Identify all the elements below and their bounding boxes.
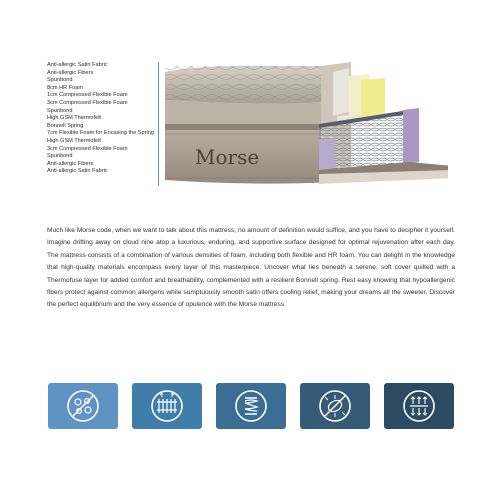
layer-item: 8cm HR Foam [47, 84, 84, 91]
brand-label: Morse [195, 145, 260, 169]
layer-item: 3cm Compressed Flexible Foam [47, 145, 128, 152]
layer-item: High GSM Thermofelt [47, 115, 101, 122]
layer-item: Spunbond [47, 153, 73, 160]
layer-item: Bonnell Spring [47, 122, 84, 129]
layer-list [47, 62, 155, 176]
layer-item: Anti-allergic Fibers [47, 160, 94, 167]
layer-item: 7cm Flexible Foam for Encasing the Spring [47, 130, 154, 137]
layer-item: Anti-allergic Satin Fabric [47, 62, 108, 68]
layer-item: 1cm Compressed Flexible Foam [47, 92, 128, 99]
feature-tile-anti-allergen [48, 383, 118, 429]
breathable-airflow-icon [149, 388, 185, 424]
layer-item: Anti-allergic Fibers [47, 69, 94, 76]
layer-item: Spunbond [47, 77, 73, 84]
anti-bacteria-icon [317, 388, 353, 424]
spring-icon [233, 388, 269, 424]
layer-item: 3cm Compressed Flexible Foam [47, 99, 128, 106]
product-description: Much like Morse code, when we want to talk about this mattress, no amount of definition would suffice, and you have to decipher it yourself. Imagine drifting away on cloud nine atop a luxurious, enduring, and supportive surface designed for optimal rejuvenation after each day. The mattress consists of a combination of various densities of foam, including both flexible and HR foam. You can delight in the knowledge that high-quality materials encompass every layer of this masterpiece. Uncover what lies beneath a serene, soft cover quilted with a Thermofuse layer for added comfort and breathability, complemented with a resilient Bonnell spring. Rest easy knowing that hypoallergenic fibers protect against common allergens while sumptuously smooth satin offers cooling relief, making your dreams all the sweeter. Discover the perfect equilibrium and the very essence of opulence with the Morse mattress. [47, 227, 455, 309]
mattress-cross-section-illustration [163, 62, 448, 190]
anti-allergen-icon [65, 388, 101, 424]
divider-line [158, 62, 159, 186]
layer-item: Anti-allergic Satin Fabric [47, 168, 108, 175]
feature-tile-support [384, 383, 454, 429]
support-arrows-icon [401, 388, 437, 424]
layer-item: High GSM Thermofelt [47, 137, 101, 144]
feature-tile-spring [216, 383, 286, 429]
feature-tile-anti-bacteria [300, 383, 370, 429]
layer-item: Spunbond [47, 107, 73, 114]
feature-tile-breathable [132, 383, 202, 429]
